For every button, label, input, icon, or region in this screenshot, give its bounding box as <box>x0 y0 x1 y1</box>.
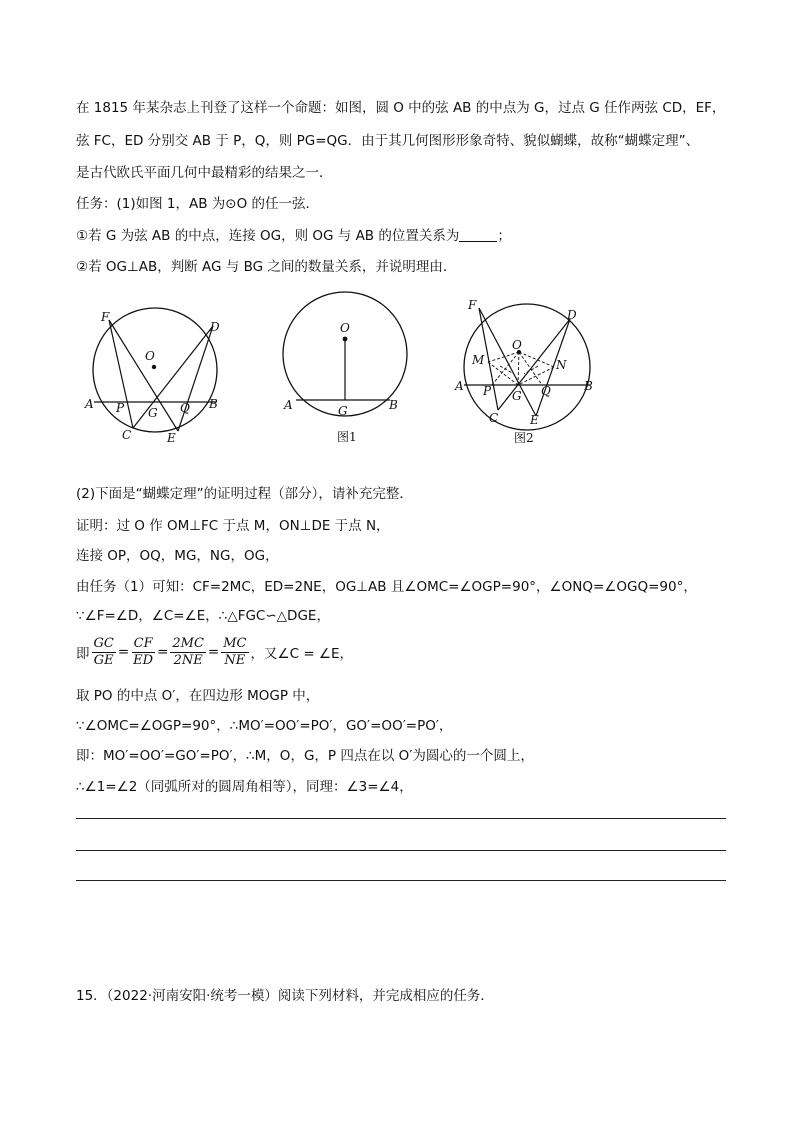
proof-line-7: 取 PO 的中点 O′，在四边形 MOGP 中， <box>76 688 320 704</box>
figure-2 <box>452 292 602 452</box>
answer-line-1[interactable] <box>76 818 726 819</box>
fig0-label-O: O <box>145 349 155 363</box>
fig0-label-Q: Q <box>180 401 190 415</box>
fraction-2mc-2ne <box>170 636 206 669</box>
fig2-label-G: G <box>512 389 522 403</box>
eq-suffix: ，又∠C = ∠E， <box>250 646 354 662</box>
figure-butterfly <box>82 300 232 450</box>
task-q1 <box>76 226 511 246</box>
frac3-den: 2NE <box>173 652 203 668</box>
proof-line-10: ∴∠1=∠2（同弧所对的圆周角相等），同理：∠3=∠4， <box>76 779 413 795</box>
fig2-caption: 图2 <box>514 431 534 445</box>
fig0-label-B: B <box>209 397 218 411</box>
intro-line-2: 弦 FC，ED 分别交 AB 于 P，Q，则 PG=QG．由于其几何图形形象奇特、貌似蝴蝶，故称“蝴蝶定理”、 <box>76 133 700 149</box>
task-q2: ②若 OG⊥AB，判断 AG 与 BG 之间的数量关系，并说明理由． <box>76 259 457 275</box>
fig1-caption: 图1 <box>337 430 357 444</box>
fig2-label-F: F <box>468 298 477 312</box>
fig0-label-E: E <box>167 431 176 445</box>
fraction-gc-ge <box>92 636 116 669</box>
proof-line-3: 连接 OP，OQ，MG，NG，OG， <box>76 548 279 564</box>
frac2-num: CF <box>133 635 153 651</box>
fig2-label-M: M <box>472 353 485 367</box>
proportion-equation: 即 $\frac{GC}{GE}$ = $\frac{CF}{ED}$ = $\frac{2MC}{2NE}$ = $\frac{MC}{NE}$ ，又∠C = ∠E， <box>76 635 354 668</box>
fig2-label-C: C <box>489 411 499 425</box>
answer-blank[interactable] <box>459 227 497 242</box>
fig0-label-A: A <box>85 397 94 411</box>
frac4-den: NE <box>224 652 246 668</box>
fig2-label-B: B <box>584 379 593 393</box>
fraction-mc-ne <box>221 636 248 669</box>
fig1-label-G: G <box>338 404 348 418</box>
proof-line-5: ∵∠F=∠D，∠C=∠E，∴△FGC∽△DGE， <box>76 608 330 624</box>
fig2-label-A: A <box>455 379 464 393</box>
fraction-cf-ed <box>131 636 155 669</box>
fig1-label-A: A <box>284 398 293 412</box>
frac1-num: GC <box>93 635 114 651</box>
frac3-num: 2MC <box>172 635 204 651</box>
fig2-label-O: O <box>512 338 522 352</box>
proof-line-1: (2)下面是“蝴蝶定理”的证明过程（部分），请补充完整． <box>76 486 413 502</box>
answer-line-2[interactable] <box>76 850 726 851</box>
figure-1 <box>278 282 418 452</box>
fig2-label-E: E <box>530 413 539 427</box>
fig0-label-G: G <box>148 406 158 420</box>
fig0-label-F: F <box>101 310 110 324</box>
intro-line-3: 是古代欧氏平面几何中最精彩的结果之一． <box>76 165 333 181</box>
fig2-label-N: N <box>556 358 567 372</box>
proof-line-4: 由任务（1）可知：CF=2MC，ED=2NE，OG⊥AB 且∠OMC=∠OGP=90°，∠ONQ=∠OGQ=90°， <box>76 579 697 595</box>
task-q1-end: ； <box>497 228 511 244</box>
frac1-den: GE <box>93 652 114 668</box>
frac2-den: ED <box>133 652 154 668</box>
fig2-label-P: P <box>483 384 492 398</box>
fig1-label-O: O <box>340 321 350 335</box>
intro-line-1: 在 1815 年某杂志上刊登了这样一个命题：如图，圆 O 中的弦 AB 的中点为 G，过点 G 任作两弦 CD，EF， <box>76 100 726 116</box>
fig2-label-D: D <box>567 308 577 322</box>
proof-line-2: 证明：过 O 作 OM⊥FC 于点 M，ON⊥DE 于点 N， <box>76 518 390 534</box>
fig0-label-C: C <box>122 428 132 442</box>
eq-prefix: 即 <box>76 646 90 662</box>
proof-line-8: ∵∠OMC=∠OGP=90°，∴MO′=OO′=PO′，GO′=OO′=PO′， <box>76 718 453 734</box>
task-line-1: 任务：(1)如图 1，AB 为⊙O 的任一弦． <box>76 196 320 212</box>
answer-line-3[interactable] <box>76 880 726 881</box>
task-q1-text: ①若 G 为弦 AB 的中点，连接 OG，则 OG 与 AB 的位置关系为 <box>76 228 460 244</box>
frac4-num: MC <box>223 635 247 651</box>
fig2-label-Q: Q <box>541 384 551 398</box>
fig1-label-B: B <box>389 398 398 412</box>
fig0-label-P: P <box>116 401 125 415</box>
question-15: 15．（2022·河南安阳·统考一模）阅读下列材料，并完成相应的任务． <box>76 988 494 1004</box>
proof-line-9: 即：MO′=OO′=GO′=PO′，∴M，O，G，P 四点在以 O′为圆心的一个圆上， <box>76 748 534 764</box>
fig0-label-D: D <box>210 320 220 334</box>
